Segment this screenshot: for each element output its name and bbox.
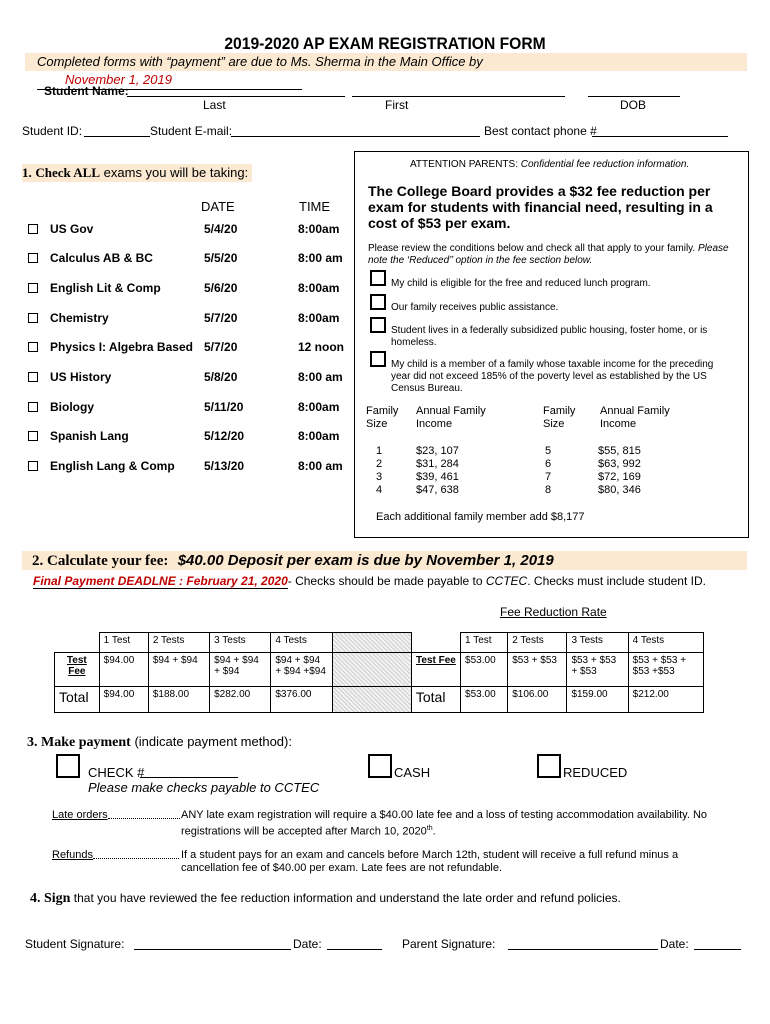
blank-cell (411, 633, 460, 653)
refund-label: Refunds (52, 849, 93, 861)
final-deadline: Final Payment DEADLNE : February 21, 2020 (33, 574, 288, 588)
late-sup: th (426, 825, 433, 832)
late-leader (108, 818, 180, 819)
condition-text: My child is a member of a family whose taxable income for the preceding year did not exceed 185% of the poverty level as established by the US Census Bureau. (391, 359, 714, 394)
col-size-left: Family Size (366, 405, 399, 430)
exam-checkbox[interactable] (28, 461, 38, 471)
exam-name: Calculus AB & BC (50, 251, 153, 265)
student-signature-field[interactable] (134, 949, 291, 950)
exam-checkbox[interactable] (28, 342, 38, 352)
exam-time: 8:00 am (298, 370, 343, 384)
checks-cctec: CCTEC (485, 574, 528, 588)
section3-title: 3. Make payment (27, 735, 131, 750)
divider-cell (332, 633, 411, 653)
check-number-field[interactable] (140, 777, 238, 778)
section4-title: 4. Sign (30, 891, 71, 906)
col-income-right: Annual Family Income (600, 405, 670, 430)
section1-title: exams you will be taking: (103, 165, 249, 180)
condition-checkbox[interactable] (370, 270, 386, 286)
checks-pre: - Checks should be made payable to (287, 574, 486, 588)
reg-total-cell: $376.00 (271, 687, 332, 713)
attention-confidential: Confidential fee reduction information. (520, 159, 690, 170)
red-fee-cell: $53.00 (461, 653, 508, 687)
condition-text: Student lives in a federally subsidized public housing, foster home, or is homeless. (391, 325, 708, 348)
reg-header: 1 Test (99, 633, 148, 653)
red-total-cell: $106.00 (508, 687, 567, 713)
late-text (181, 809, 736, 839)
exam-name: US History (50, 370, 112, 384)
phone-field[interactable] (592, 136, 728, 137)
red-header: 2 Tests (508, 633, 567, 653)
section3-heading (27, 734, 292, 751)
refund-leader (93, 858, 179, 859)
cash-label: CASH (394, 765, 431, 780)
reduced-checkbox[interactable] (537, 754, 561, 778)
total-label: Total (411, 687, 460, 713)
reg-fee-cell: $94 + $94 + $94 (210, 653, 271, 687)
exam-name: US Gov (50, 222, 94, 236)
exam-name: Physics I: Algebra Based (50, 340, 193, 354)
reg-fee-cell: $94 + $94 (148, 653, 209, 687)
exam-name: English Lit & Comp (50, 281, 161, 295)
section3-sub: (indicate payment method): (130, 734, 292, 749)
family-income: $63, 992 (598, 458, 641, 470)
condition-text: Our family receives public assistance. (391, 302, 559, 313)
exam-row (28, 429, 348, 443)
due-banner (25, 53, 747, 87)
student-name-label: Student Name: (44, 84, 129, 98)
family-income: $80, 346 (598, 484, 641, 496)
section1-num: 1. (22, 165, 32, 180)
family-income: $47, 638 (416, 484, 459, 496)
student-id-field[interactable] (84, 136, 150, 137)
email-field[interactable] (231, 136, 480, 137)
exam-date: 5/4/20 (204, 222, 238, 236)
section1-check-all: Check ALL (35, 165, 101, 180)
reduced-label: REDUCED (563, 765, 628, 780)
exam-checkbox[interactable] (28, 402, 38, 412)
exam-row (28, 311, 348, 325)
instructions-note: Please note the ‘Reduced’’ option in the fee section below. (368, 243, 729, 266)
parent-signature-label: Parent Signature: (402, 937, 496, 951)
exam-checkbox[interactable] (28, 253, 38, 263)
test-fee-label: Test Fee (411, 653, 460, 687)
exam-row (28, 281, 348, 295)
section2-heading (22, 551, 747, 570)
student-date-label: Date: (293, 937, 322, 951)
family-income: $39, 461 (416, 471, 459, 483)
red-header: 4 Tests (628, 633, 703, 653)
reduction-title: Fee Reduction Rate (500, 605, 607, 619)
family-size: 3 (376, 471, 383, 483)
family-size: 8 (545, 484, 552, 496)
section1-heading (22, 164, 252, 182)
time-header: TIME (299, 199, 331, 214)
final-payment-line (33, 574, 706, 589)
exam-time: 8:00am (298, 400, 340, 414)
exam-time: 8:00am (298, 311, 340, 325)
check-note: Please make checks payable to CCTEC (88, 780, 320, 795)
test-fee-label: Test Fee (55, 653, 100, 687)
deposit-text: $40.00 Deposit per exam is due by November 1, 2019 (177, 552, 554, 569)
red-fee-cell: $53 + $53 + $53 (567, 653, 628, 687)
exam-row (28, 251, 348, 265)
exam-checkbox[interactable] (28, 224, 38, 234)
red-total-cell: $159.00 (567, 687, 628, 713)
student-signature-label: Student Signature: (25, 937, 125, 951)
exam-row (28, 370, 348, 384)
divider-cell (332, 653, 411, 687)
family-income: $31, 284 (416, 458, 459, 470)
red-total-cell: $212.00 (628, 687, 703, 713)
exam-name: Biology (50, 400, 94, 414)
exam-date: 5/12/20 (204, 429, 245, 443)
exam-name: Chemistry (50, 311, 109, 325)
exam-time: 8:00 am (298, 459, 343, 473)
family-income: $23, 107 (416, 445, 459, 457)
reg-fee-cell: $94 + $94 + $94 +$94 (271, 653, 332, 687)
check-payment-checkbox[interactable] (56, 754, 80, 778)
last-name-field[interactable] (127, 96, 345, 97)
section4-heading (30, 891, 621, 907)
family-size: 2 (376, 458, 383, 470)
attention-headline: The College Board provides a $32 fee reduction per exam for students with financial need, resulting in a cost of $53 per exam. (368, 183, 713, 231)
condition-checkbox[interactable] (370, 317, 386, 333)
family-size: 5 (545, 445, 552, 457)
blank-cell (55, 633, 100, 653)
reg-header: 2 Tests (148, 633, 209, 653)
exam-row (28, 222, 348, 236)
banner-text: Completed forms with “payment” are due to Ms. Sherma in the Main Office by (37, 54, 483, 69)
reg-total-cell: $188.00 (148, 687, 209, 713)
exam-date: 5/13/20 (204, 459, 245, 473)
exam-date: 5/7/20 (204, 311, 238, 325)
red-total-cell: $53.00 (461, 687, 508, 713)
student-id-label: Student ID: (22, 124, 83, 138)
reg-total-cell: $282.00 (210, 687, 271, 713)
parent-date-label: Date: (660, 937, 689, 951)
condition-checkbox[interactable] (370, 351, 386, 367)
dob-field[interactable] (588, 96, 680, 97)
section2-title: 2. Calculate your fee: (32, 553, 169, 569)
late-end: . (432, 825, 436, 838)
condition-checkbox[interactable] (370, 294, 386, 310)
reg-fee-cell: $94.00 (99, 653, 148, 687)
exam-checkbox[interactable] (28, 283, 38, 293)
banner-date: November 1, 2019 (37, 71, 302, 90)
family-income: $55, 815 (598, 445, 641, 457)
family-size: 4 (376, 484, 383, 496)
exam-checkbox[interactable] (28, 372, 38, 382)
family-size: 1 (376, 445, 383, 457)
exam-date: 5/5/20 (204, 251, 238, 265)
student-date-field[interactable] (327, 949, 382, 950)
col-income-left: Annual Family Income (416, 405, 486, 430)
fee-table (54, 632, 704, 713)
exam-time: 8:00am (298, 281, 340, 295)
exam-date: 5/7/20 (204, 340, 238, 354)
cash-checkbox[interactable] (368, 754, 392, 778)
phone-label: Best contact phone # (484, 124, 597, 138)
checks-post: . Checks must include student ID. (527, 574, 706, 588)
condition-text: My child is eligible for the free and reduced lunch program. (391, 278, 651, 289)
family-size: 7 (545, 471, 552, 483)
exam-time: 8:00am (298, 222, 340, 236)
divider-cell (332, 687, 411, 713)
reg-header: 3 Tests (210, 633, 271, 653)
exam-time: 8:00am (298, 429, 340, 443)
exam-checkbox[interactable] (28, 313, 38, 323)
exam-date: 5/11/20 (204, 400, 244, 414)
red-fee-cell: $53 + $53 + $53 +$53 (628, 653, 703, 687)
check-label: CHECK # (88, 765, 145, 780)
red-header: 1 Test (461, 633, 508, 653)
section4-text: that you have reviewed the fee reduction information and understand the late order and refund policies. (70, 891, 621, 905)
form-title: 2019-2020 AP EXAM REGISTRATION FORM (224, 34, 546, 53)
attention-title: ATTENTION PARENTS: (410, 159, 521, 170)
exam-checkbox[interactable] (28, 431, 38, 441)
exam-row (28, 340, 348, 354)
exam-time: 8:00 am (298, 251, 343, 265)
family-size: 6 (545, 458, 552, 470)
late-body: ANY late exam registration will require a $40.00 late fee and a loss of testing accommodation availability. No registrations will be accepted after March 10, 2020 (181, 809, 708, 838)
instructions-text: Please review the conditions below and check all that apply to your family. (368, 243, 698, 254)
attention-instructions (368, 243, 738, 267)
reg-header: 4 Tests (271, 633, 332, 653)
family-income: $72, 169 (598, 471, 641, 483)
email-label: Student E-mail: (150, 124, 233, 138)
total-label: Total (55, 687, 100, 713)
dob-label: DOB (620, 98, 647, 112)
exam-name: Spanish Lang (50, 429, 129, 443)
exam-row (28, 400, 348, 414)
red-fee-cell: $53 + $53 (508, 653, 567, 687)
additional-member: Each additional family member add $8,177 (376, 511, 585, 523)
col-size-right: Family Size (543, 405, 576, 430)
first-label: First (385, 98, 409, 112)
parent-signature-field[interactable] (508, 949, 658, 950)
exam-name: English Lang & Comp (50, 459, 175, 473)
date-header: DATE (201, 199, 235, 214)
reg-total-cell: $94.00 (99, 687, 148, 713)
late-label: Late orders (52, 809, 108, 821)
parent-date-field[interactable] (694, 949, 741, 950)
last-label: Last (203, 98, 226, 112)
refund-text: If a student pays for an exam and cancels before March 12th, student will receive a full refund minus a cancellation fee of $40.00 per exam. Late fees are not refundable. (181, 849, 679, 874)
attention-label (410, 159, 689, 170)
exam-row (28, 459, 348, 473)
exam-time: 12 noon (298, 340, 345, 354)
red-header: 3 Tests (567, 633, 628, 653)
exam-date: 5/6/20 (204, 281, 238, 295)
exam-date: 5/8/20 (204, 370, 238, 384)
first-name-field[interactable] (352, 96, 565, 97)
